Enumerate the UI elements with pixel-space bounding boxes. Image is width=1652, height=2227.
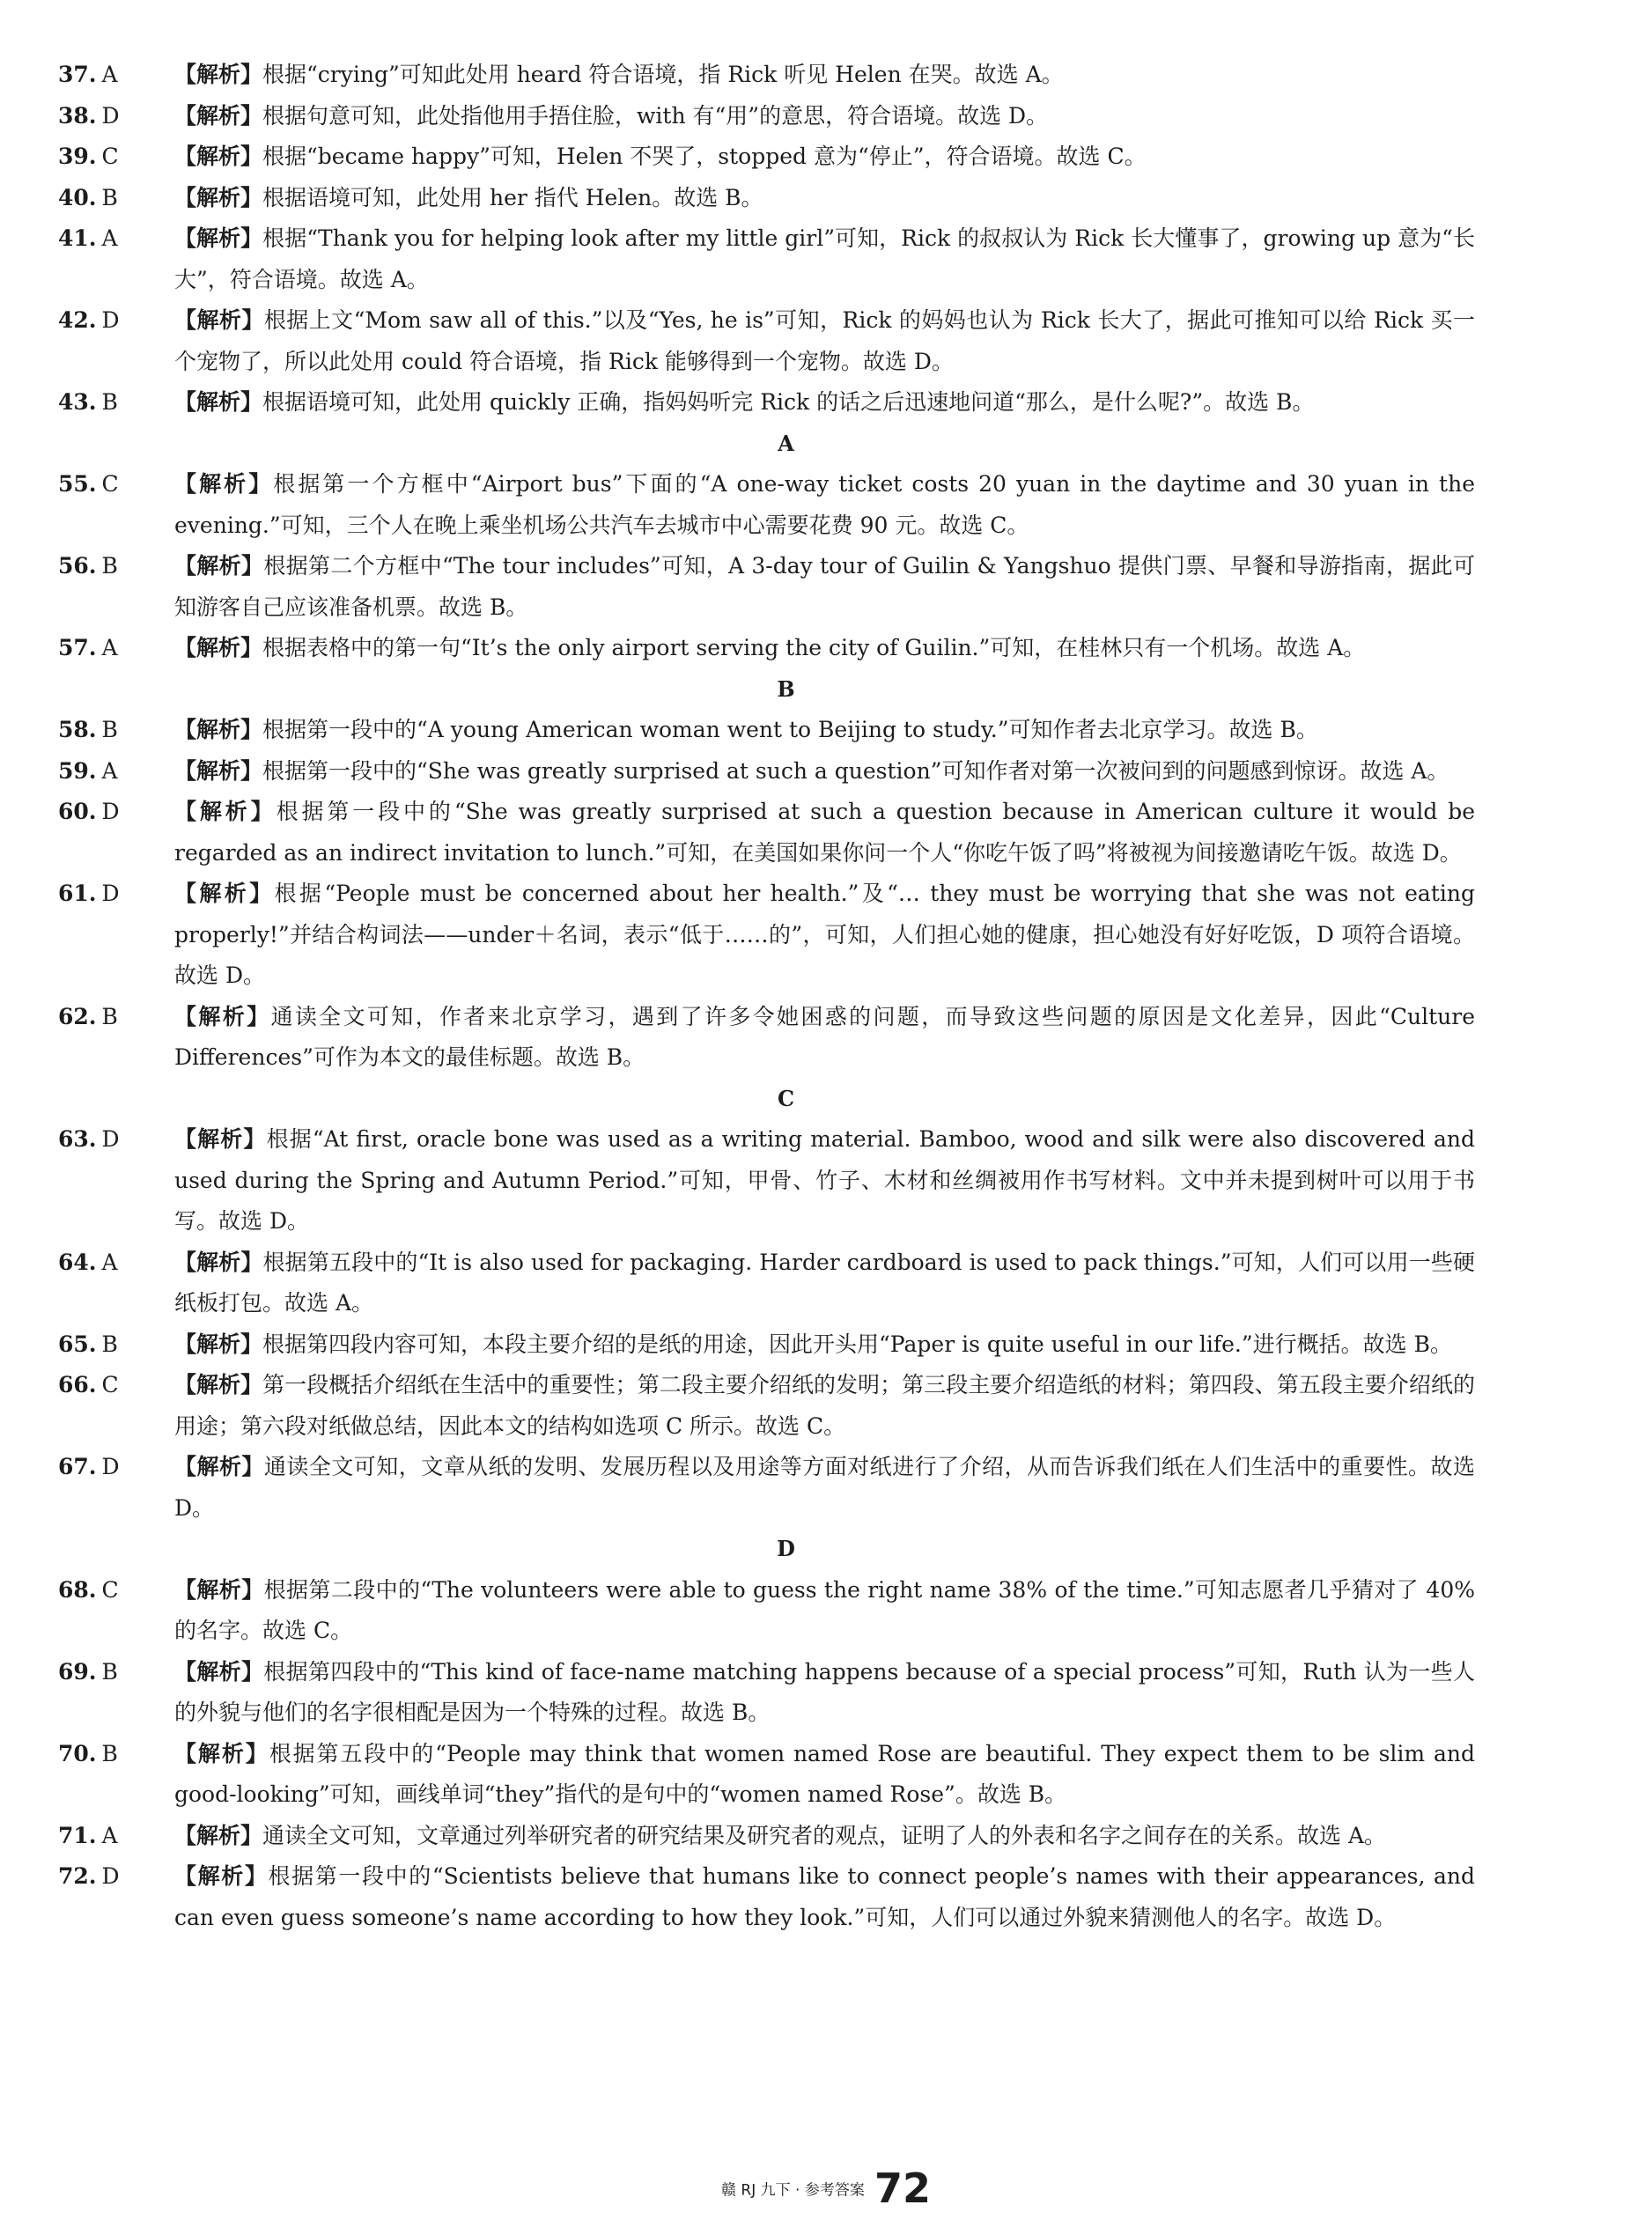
section-heading: A xyxy=(778,430,794,456)
answer-item xyxy=(58,1816,1475,1857)
question-number-group xyxy=(58,1734,132,1775)
page-number: 72 xyxy=(874,2164,931,2212)
answer-letter: D xyxy=(101,1863,120,1889)
analysis-tag: 【解析】 xyxy=(174,799,277,824)
answer-item xyxy=(58,1324,1475,1366)
question-number-group xyxy=(58,1447,132,1488)
explanation-text: 根据第一段中的“She was greatly surprised at such a question”可知作者对第一次被问到的问题感到惊讶。故选 A。 xyxy=(262,757,1449,784)
analysis-tag: 【解析】 xyxy=(174,1372,263,1397)
question-number-group xyxy=(58,1365,132,1406)
explanation xyxy=(174,1447,1475,1529)
explanation-text: 通读全文可知，文章从纸的发明、发展历程以及用途等方面对纸进行了介绍，从而告诉我们纸在人们生活中的重要性。故选 D。 xyxy=(174,1454,1475,1521)
answer-item xyxy=(58,792,1475,874)
answer-item xyxy=(58,874,1475,997)
question-number-group xyxy=(58,96,132,137)
explanation xyxy=(174,55,1475,96)
explanation xyxy=(174,464,1475,546)
answer-item xyxy=(58,178,1475,219)
question-number: 69. xyxy=(58,1658,97,1685)
analysis-tag: 【解析】 xyxy=(174,102,263,129)
analysis-tag: 【解析】 xyxy=(174,1454,264,1479)
question-number-group xyxy=(58,1324,132,1366)
question-number-group xyxy=(58,1570,132,1611)
question-number-group xyxy=(58,1816,132,1857)
answer-letter: D xyxy=(101,1454,120,1479)
explanation-text: 根据第一段中的“A young American woman went to Beijing to study.”可知作者去北京学习。故选 B。 xyxy=(262,717,1318,742)
explanation-text: 根据表格中的第一句“It’s the only airport serving the city of Guilin.”可知，在桂林只有一个机场。故选 A。 xyxy=(262,635,1366,660)
question-number-group xyxy=(58,382,132,424)
explanation xyxy=(174,710,1475,751)
analysis-tag: 【解析】 xyxy=(174,1658,264,1685)
answer-letter: A xyxy=(101,1822,118,1848)
answer-item xyxy=(58,96,1475,137)
explanation xyxy=(174,1243,1475,1324)
analysis-tag: 【解析】 xyxy=(174,553,264,579)
analysis-tag: 【解析】 xyxy=(174,1740,269,1766)
analysis-tag: 【解析】 xyxy=(174,62,263,87)
answer-letter: A xyxy=(101,1249,118,1275)
question-number: 56. xyxy=(58,553,97,579)
answer-letter: B xyxy=(101,184,118,210)
answer-letter: D xyxy=(101,307,120,333)
explanation xyxy=(174,178,1475,219)
question-number-group xyxy=(58,136,132,178)
question-number-group xyxy=(58,1652,132,1693)
answer-letter: C xyxy=(101,471,119,497)
explanation-text: 根据第一个方框中“Airport bus”下面的“A one-way ticket costs 20 yuan in the daytime and 30 yuan in the evening.”可知，三个人在晚上乘坐机场公共汽车去城市中心需要花费 90 元。故选 C。 xyxy=(174,471,1475,538)
answer-letter: D xyxy=(101,881,120,906)
question-number-group xyxy=(58,874,132,915)
explanation-text: 第一段概括介绍纸在生活中的重要性；第二段主要介绍纸的发明；第三段主要介绍造纸的材料；第四段、第五段主要介绍纸的用途；第六段对纸做总结，因此本文的结构如选项 C 所示。故选 C。 xyxy=(174,1372,1475,1439)
question-number-group xyxy=(58,792,132,833)
question-number: 60. xyxy=(58,799,97,824)
analysis-tag: 【解析】 xyxy=(174,1576,264,1603)
explanation-text: 通读全文可知，文章通过列举研究者的研究结果及研究者的观点，证明了人的外表和名字之间存在的关系。故选 A。 xyxy=(262,1822,1387,1848)
explanation xyxy=(174,628,1475,669)
explanation-text: 根据第五段中的“It is also used for packaging. Harder cardboard is used to pack things.”可知，人们可以用一些硬纸板打包。故选 A。 xyxy=(174,1249,1475,1316)
explanation xyxy=(174,751,1475,793)
question-number: 70. xyxy=(58,1740,97,1766)
answer-item xyxy=(58,751,1475,793)
explanation-text: 根据“crying”可知此处用 heard 符合语境，指 Rick 听见 Helen 在哭。故选 A。 xyxy=(262,62,1064,87)
explanation xyxy=(174,874,1475,997)
answer-item xyxy=(58,136,1475,178)
section-heading: C xyxy=(777,1085,795,1111)
question-number-group xyxy=(58,751,132,793)
explanation xyxy=(174,1652,1475,1734)
answer-letter: B xyxy=(101,1331,118,1357)
explanation-text: 根据第一段中的“Scientists believe that humans like to connect people’s names with their appearances, and can even guess someone’s name according to how they look.”可知，人们可以通过外貌来猜测他人的名字。故选 D。 xyxy=(174,1863,1475,1930)
answer-letter: B xyxy=(101,389,118,415)
question-number-group xyxy=(58,710,132,751)
analysis-tag: 【解析】 xyxy=(174,225,263,251)
question-number: 67. xyxy=(58,1454,97,1479)
question-number: 71. xyxy=(58,1822,97,1848)
question-number-group xyxy=(58,628,132,669)
analysis-tag: 【解析】 xyxy=(174,1863,269,1889)
answer-letter: D xyxy=(101,102,120,129)
explanation xyxy=(174,1324,1475,1366)
analysis-tag: 【解析】 xyxy=(174,717,263,742)
answer-item xyxy=(58,1365,1475,1447)
analysis-tag: 【解析】 xyxy=(174,1126,267,1152)
question-number: 41. xyxy=(58,225,97,251)
question-number: 37. xyxy=(58,62,97,87)
analysis-tag: 【解析】 xyxy=(174,635,263,660)
explanation-text: 根据第四段中的“This kind of face-name matching happens because of a special process”可知，Ruth 认为一些人的外貌与他们的名字很相配是因为一个特殊的过程。故选 B。 xyxy=(174,1658,1475,1725)
explanation-text: 根据“became happy”可知，Helen 不哭了，stopped 意为“停止”，符合语境。故选 C。 xyxy=(262,144,1147,169)
answer-letter: A xyxy=(101,635,118,660)
explanation xyxy=(174,300,1475,382)
explanation-text: 通读全文可知，作者来北京学习，遇到了许多令她困惑的问题，而导致这些问题的原因是文化差异，因此“Culture Differences”可作为本文的最佳标题。故选 B。 xyxy=(174,1003,1475,1070)
analysis-tag: 【解析】 xyxy=(174,1822,263,1848)
question-number-group xyxy=(58,178,132,219)
page-footer xyxy=(0,2164,1652,2212)
answer-item xyxy=(58,1447,1475,1529)
answer-letter: D xyxy=(101,799,120,824)
explanation xyxy=(174,218,1475,300)
explanation xyxy=(174,997,1475,1079)
answer-item xyxy=(58,710,1475,751)
answer-letter: A xyxy=(101,225,118,251)
answer-letter: B xyxy=(101,1740,118,1766)
answer-item xyxy=(58,55,1475,96)
answer-item xyxy=(58,628,1475,669)
answer-item xyxy=(58,1652,1475,1734)
answer-letter: B xyxy=(101,1003,118,1029)
question-number-group xyxy=(58,1856,132,1898)
answer-item xyxy=(58,1243,1475,1324)
explanation xyxy=(174,1365,1475,1447)
answer-item xyxy=(58,300,1475,382)
explanation-text: 根据第五段中的“People may think that women named Rose are beautiful. They expect them to be slim and good-looking”可知，画线单词“they”指代的是句中的“women named Rose”。故选 B。 xyxy=(174,1740,1475,1807)
analysis-tag: 【解析】 xyxy=(174,184,263,210)
answer-item xyxy=(58,546,1475,628)
explanation-text: 根据句意可知，此处指他用手捂住脸，with 有“用”的意思，符合语境。故选 D。 xyxy=(262,102,1049,129)
answer-list xyxy=(58,55,1475,1938)
analysis-tag: 【解析】 xyxy=(174,757,263,784)
answer-item xyxy=(58,218,1475,300)
explanation xyxy=(174,382,1475,424)
answer-letter: C xyxy=(101,144,119,169)
explanation xyxy=(174,1856,1475,1938)
question-number: 57. xyxy=(58,635,97,660)
section-heading: B xyxy=(777,675,795,702)
answer-letter: D xyxy=(101,1126,120,1152)
question-number-group xyxy=(58,1119,132,1161)
question-number-group xyxy=(58,1243,132,1284)
explanation-text: 根据“At first, oracle bone was used as a writing material. Bamboo, wood and silk were also discovered and used during the Spring and Autumn Period.”可知，甲骨、竹子、木材和丝绸被用作书写材料。文中并未提到树叶可以用于书写。故选 D。 xyxy=(174,1126,1475,1234)
explanation-text: 根据第二个方框中“The tour includes”可知，A 3-day tour of Guilin & Yangshuo 提供门票、早餐和导游指南，据此可知游客自己应该准备机票。故选 B。 xyxy=(174,553,1475,620)
answer-item xyxy=(58,997,1475,1079)
question-number: 43. xyxy=(58,389,97,415)
answer-item xyxy=(58,1119,1475,1243)
analysis-tag: 【解析】 xyxy=(174,1003,271,1029)
answer-item xyxy=(58,464,1475,546)
question-number: 61. xyxy=(58,881,97,906)
question-number: 63. xyxy=(58,1126,97,1152)
explanation-text: 根据第二段中的“The volunteers were able to guess the right name 38% of the time.”可知志愿者几乎猜对了 40% 的名字。故选 C。 xyxy=(174,1576,1475,1643)
answer-letter: C xyxy=(101,1576,119,1603)
explanation xyxy=(174,1119,1475,1243)
question-number: 58. xyxy=(58,717,97,742)
answer-letter: B xyxy=(101,1658,118,1685)
explanation xyxy=(174,1734,1475,1816)
explanation xyxy=(174,136,1475,178)
question-number-group xyxy=(58,464,132,505)
explanation-text: 根据第一段中的“She was greatly surprised at such a question because in American culture it would be regarded as an indirect invitation to lunch.”可知，在美国如果你问一个人“你吃午饭了吗”将被视为间接邀请吃午饭。故选 D。 xyxy=(174,799,1475,866)
explanation xyxy=(174,96,1475,137)
analysis-tag: 【解析】 xyxy=(174,144,263,169)
question-number: 59. xyxy=(58,757,97,784)
analysis-tag: 【解析】 xyxy=(174,307,264,333)
explanation xyxy=(174,792,1475,874)
explanation-text: 根据语境可知，此处用 her 指代 Helen。故选 B。 xyxy=(262,184,763,210)
question-number: 68. xyxy=(58,1576,97,1603)
question-number-group xyxy=(58,55,132,96)
answer-item xyxy=(58,1856,1475,1938)
question-number: 65. xyxy=(58,1331,97,1357)
book-label: 赣 RJ 九下 · 参考答案 xyxy=(721,2181,865,2200)
answer-letter: A xyxy=(101,757,118,784)
answer-letter: C xyxy=(101,1372,119,1397)
explanation-text: 根据“People must be concerned about her health.”及“… they must be worrying that she was not eating properly!”并结合构词法——under＋名词，表示“低于……的”，可知，人们担心她的健康，担心她没有好好吃饭，D 项符合语境。故选 D。 xyxy=(174,881,1475,988)
explanation xyxy=(174,546,1475,628)
question-number-group xyxy=(58,300,132,342)
question-number: 72. xyxy=(58,1863,97,1889)
analysis-tag: 【解析】 xyxy=(174,389,263,415)
question-number: 38. xyxy=(58,102,97,129)
answer-letter: A xyxy=(101,62,118,87)
explanation-text: 根据“Thank you for helping look after my little girl”可知，Rick 的叔叔认为 Rick 长大懂事了，growing up 意为“长大”，符合语境。故选 A。 xyxy=(174,225,1475,292)
question-number: 40. xyxy=(58,184,97,210)
question-number: 55. xyxy=(58,471,97,497)
question-number: 62. xyxy=(58,1003,97,1029)
analysis-tag: 【解析】 xyxy=(174,1331,263,1357)
explanation xyxy=(174,1816,1475,1857)
question-number: 64. xyxy=(58,1249,97,1275)
answer-item xyxy=(58,1570,1475,1652)
answer-item xyxy=(58,1734,1475,1816)
question-number-group xyxy=(58,546,132,587)
explanation-text: 根据上文“Mom saw all of this.”以及“Yes, he is”可知，Rick 的妈妈也认为 Rick 长大了，据此可推知可以给 Rick 买一个宠物了，所以此处用 could 符合语境，指 Rick 能够得到一个宠物。故选 D。 xyxy=(174,307,1475,374)
answer-letter: B xyxy=(101,553,118,579)
analysis-tag: 【解析】 xyxy=(174,471,274,497)
explanation xyxy=(174,1570,1475,1652)
question-number: 42. xyxy=(58,307,97,333)
section-heading: D xyxy=(777,1536,795,1561)
explanation-text: 根据第四段内容可知，本段主要介绍的是纸的用途，因此开头用“Paper is quite useful in our life.”进行概括。故选 B。 xyxy=(262,1331,1452,1357)
answer-letter: B xyxy=(101,717,118,742)
question-number-group xyxy=(58,997,132,1038)
question-number: 66. xyxy=(58,1372,97,1397)
answer-item xyxy=(58,382,1475,424)
analysis-tag: 【解析】 xyxy=(174,1249,263,1275)
question-number: 39. xyxy=(58,144,97,169)
explanation-text: 根据语境可知，此处用 quickly 正确，指妈妈听完 Rick 的话之后迅速地问道“那么，是什么呢?”。故选 B。 xyxy=(262,389,1315,415)
analysis-tag: 【解析】 xyxy=(174,881,275,906)
question-number-group xyxy=(58,218,132,260)
